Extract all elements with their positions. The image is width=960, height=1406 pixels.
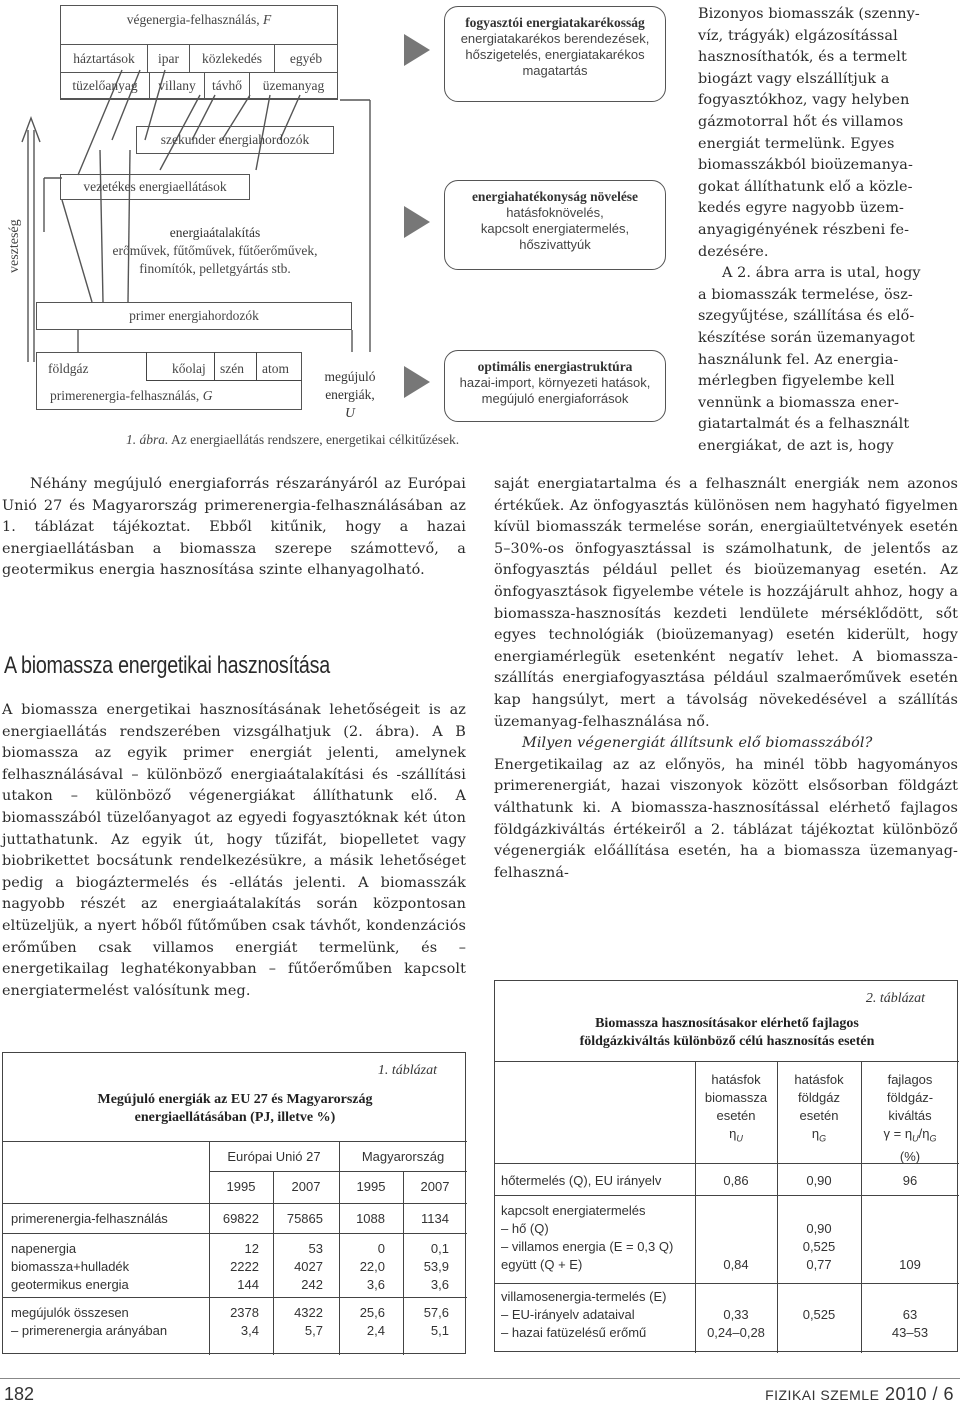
table-row-label: biomassza+hulladék	[11, 1259, 130, 1274]
col-header-efficiency-gas: hatásfok földgáz esetén $\eta_G$	[794, 1072, 844, 1144]
table-cell: 43–53	[891, 1325, 929, 1340]
sector-transport: közlekedés	[189, 44, 275, 73]
table-cell: 53	[308, 1241, 323, 1256]
year-header: 1995	[356, 1179, 386, 1194]
table-row-label: kapcsolt energiatermelés	[501, 1203, 646, 1218]
table-cell: 1088	[356, 1211, 385, 1226]
table-cell: 4027	[294, 1259, 323, 1274]
col-group-eu: Európai Unió 27	[227, 1149, 321, 1164]
table-cell: 69822	[222, 1211, 259, 1226]
table-cell: 2222	[230, 1259, 259, 1274]
carrier-fuel: tüzelőanyag	[60, 72, 150, 100]
fuel-natural-gas: földgáz	[48, 361, 89, 376]
section-title: A biomassza energetikai hasznosítása	[4, 652, 330, 679]
table-cell: 12	[244, 1241, 259, 1256]
table-cell: 75865	[286, 1211, 323, 1226]
fuel-coal: szén	[220, 361, 244, 376]
table-cell: 144	[237, 1277, 259, 1292]
sector-industry: ipar	[147, 44, 190, 73]
grid-supply-box: vezetékes energiaellátások	[60, 174, 250, 200]
table-1-number: 1. táblázat	[377, 1063, 437, 1078]
journal-footer: FIZIKAI SZEMLE 2010 / 6	[765, 1384, 954, 1404]
fuel-oil: kőolaj	[172, 361, 206, 376]
table-row-label: – primerenergia arányában	[11, 1323, 168, 1338]
year-header: 2007	[291, 1179, 321, 1194]
table-row-label: – hő (Q)	[501, 1221, 549, 1236]
arrow-icon	[404, 206, 430, 238]
table-cell: 0,24–0,28	[707, 1325, 765, 1340]
figure-1-caption: 1. ábra. Az energiaellátás rendszere, energetikai célkitűzések.	[126, 432, 460, 447]
table-cell: 1134	[421, 1211, 449, 1226]
table-row-label: megújulók összesen	[11, 1305, 129, 1320]
conversion-label: energiaátalakítás erőművek, fűtőművek, fűtőerőművek, finomítók, pelletgyártás stb.	[112, 225, 318, 276]
table-cell: 242	[301, 1277, 323, 1292]
table-2-title: Biomassza hasznosításakor elérhető fajlagos földgázkiváltás különböző célú hasznosítás esetén	[579, 1016, 875, 1049]
table-cell: 57,6	[423, 1305, 449, 1320]
right-column-text-1: Bizonyos biomasszák (szenny- víz, trágyák) elgázosítással hasznosíthatók, és a termelt biogázt vagy elszállítjuk a fogyasztókhoz, vagy helyben gázmotorral hőt és villamos energiát termelünk. Egyes biomasszákból bioüzemanya- gokat állíthatunk elő a közle- kedés egyre nagyobb üzem- anyagigényének részbeni fe- dezésére. A 2. ábra arra is utal, hogy a biomasszák termelése, ösz- szegyűjtése, szállítása és elő- készítése során üzemanyagot használunk fel. Az energia- mérlegben figyelembe kell vennünk a biomassza ener- giatartalmát és a felhasznált energiákat, de azt is, hogy	[698, 6, 921, 454]
table-cell: 5,1	[430, 1323, 449, 1338]
table-cell: 0,77	[806, 1257, 832, 1272]
sector-other: egyéb	[274, 44, 338, 73]
renewable-label: megújuló energiák, U	[324, 369, 376, 420]
carrier-district-heat: távhő	[204, 72, 250, 100]
table-row-label: primerenergia-felhasználás	[11, 1211, 168, 1226]
table-cell: 96	[902, 1173, 918, 1188]
primary-use-label: primerenergia-felhasználás, G	[50, 388, 213, 403]
footer-rule	[0, 1378, 960, 1379]
table-cell: 2378	[230, 1305, 259, 1320]
table-cell: 0	[377, 1241, 385, 1256]
table-row-label: hőtermelés (Q), EU irányelv	[501, 1173, 662, 1188]
secondary-carriers-box: szekunder energiahordozók	[136, 126, 334, 154]
table-row-label: – EU-irányelv adataival	[501, 1307, 635, 1322]
arrow-icon	[404, 366, 430, 398]
page-number: 182	[4, 1384, 35, 1404]
table-cell: 63	[902, 1307, 918, 1322]
goal-box-structure: optimális energiastruktúra hazai-import, környezeti hatások, megújuló energiaforrások	[444, 350, 666, 422]
table-row-label: együtt (Q + E)	[501, 1257, 583, 1272]
table-cell: 0,33	[723, 1307, 749, 1322]
right-column-text-2: saját energiatartalma és a felhasznált energiák nem azonos értékűek. Az önfogyasztás különösen nem hagyható figyelmen kívül biomasszák termelése során, energiaültetvények esetén 5–30%-os önfogyasztással is számolhatunk, de jelentős az önfogyasztás például pellet és bioüzemanyag esetén. Az önfogyasztások figyelembe vétele is hozzájárult ahhoz, hogy a biomassza-hasznosítás kezdeti lendülete mérséklődött, sőt egyes technológiák (bioüzemanyag) esetén kiderült, hogy energiamérlegük esetenként negatív lehet. A biomassza-szállítás energiafogyasztása például szalmaerőművek esetén kap hangsúlyt, mert a távolság növekedésével a szállítás üzemanyag-felhasználása nő. Milyen végenergiát állítsunk elő biomasszából? Energetikailag az az előnyös, ha minél több hagyományos primerenergiát, hazai viszonyok között elsősorban földgázt válthatunk ki. A biomassza-hasznosítással elérhető fajlagos földgázkiváltás értékeiről a 2. táblázat tájékoztat különböző végenergiák előállítása esetén, ha a biomassza üzemanyag-felhaszná-	[494, 476, 958, 881]
sector-households: háztartások	[60, 44, 148, 73]
table-cell: 0,90	[806, 1221, 832, 1236]
table-2	[494, 980, 958, 1352]
loss-label: veszteség	[7, 219, 22, 273]
col-group-hu: Magyarország	[361, 1149, 445, 1164]
table-cell: 3,6	[366, 1277, 385, 1292]
table-cell: 2,4	[366, 1323, 385, 1338]
table-cell: 53,9	[423, 1259, 449, 1274]
final-energy-label: végenergia-felhasználás, F	[126, 12, 272, 27]
table-cell: 25,6	[359, 1305, 385, 1320]
table-cell: 0,84	[723, 1257, 749, 1272]
table-row-label: – hazai fatüzelésű erőmű	[501, 1325, 647, 1340]
fuel-nuclear: atom	[262, 361, 289, 376]
table-row-label: – villamos energia (E = 0,3 Q)	[501, 1239, 674, 1254]
table-cell: 0,86	[723, 1173, 749, 1188]
left-column-text-2: A biomassza energetikai hasznosításának lehetőségeit is az energiaellátás rendszerében vizsgálhatjuk (2. ábra). A B biomassza az egyik primer energiát jelenti, amelynek felhasználásával – különböző energiaátalakítási és -szállítási utakon – különböző végenergiákat állíthatunk elő. A biomasszából tüzelőanyagot az egyedi fogyasztóknak két úton juttathatunk. Az egyik út, hogy tűzifát, biopelletet vagy biobrikettet bocsátunk rendelkezésükre, a másik lehetőséget pedig a biogáztermelés és -ellátás jelenti. A biomasszák nagyobb részét az energiaátalakítás során központosan eltüzeljük, a nyert hőből fűtőműben csak távhőt, kondenzációs erőműben csak villamos energiát termelünk, és – energetikailag leghatékonyabban – fűtőerőműben kapcsolt energiatermelést valósítunk meg.	[2, 702, 466, 999]
table-cell: 5,7	[304, 1323, 323, 1338]
table-cell: 3,6	[430, 1277, 449, 1292]
table-row-label: napenergia	[11, 1241, 77, 1256]
table-cell: 4322	[294, 1305, 323, 1320]
goal-box-saving: fogyasztói energiatakarékosság energiatakarékos berendezések, hőszigetelés, energiatakarékos magatartás	[444, 6, 666, 102]
carrier-electricity: villany	[149, 72, 205, 100]
table-cell: 0,90	[806, 1173, 832, 1188]
table-cell: 3,4	[240, 1323, 259, 1338]
table-cell: 0,525	[802, 1307, 836, 1322]
left-column-text-1: Néhány megújuló energiaforrás részarányáról az Európai Unió 27 és Magyarország primerenergia-felhasználásában az 1. táblázat tájékoztat. Ebből kitűnik, hogy a hazai energiaellátásban a biomassza szerepe számottevő, a geotermikus energia hasznosítása szinte elhanyagolható.	[2, 476, 466, 579]
table-1	[2, 1052, 466, 1354]
table-row-label: geotermikus energia	[11, 1277, 129, 1292]
table-cell: 109	[899, 1257, 921, 1272]
primary-carriers-box: primer energiahordozók	[36, 302, 352, 330]
year-header: 1995	[226, 1179, 256, 1194]
col-header-efficiency-biomass: hatásfok biomassza esetén $\eta_U$	[704, 1072, 768, 1144]
table-row-label: villamosenergia-termelés (E)	[501, 1289, 667, 1304]
col-header-gas-replacement: fajlagos földgáz- kiváltás $\gamma = \eta_U/\eta_G$ (%)	[883, 1072, 937, 1164]
table-1-title: Megújuló energiák az EU 27 és Magyarország energiaellátásában (PJ, illetve %)	[97, 1092, 373, 1125]
table-2-number: 2. táblázat	[865, 991, 925, 1006]
table-cell: 22,0	[359, 1259, 385, 1274]
goal-box-efficiency: energiahatékonyság növelése hatásfoknövelés, kapcsolt energiatermelés, hőszivattyúk	[444, 180, 666, 270]
table-cell: 0,1	[430, 1241, 449, 1256]
carrier-motor-fuel: üzemanyag	[249, 72, 338, 100]
year-header: 2007	[420, 1179, 450, 1194]
table-cell: 0,525	[802, 1239, 836, 1254]
arrow-icon	[404, 34, 430, 66]
